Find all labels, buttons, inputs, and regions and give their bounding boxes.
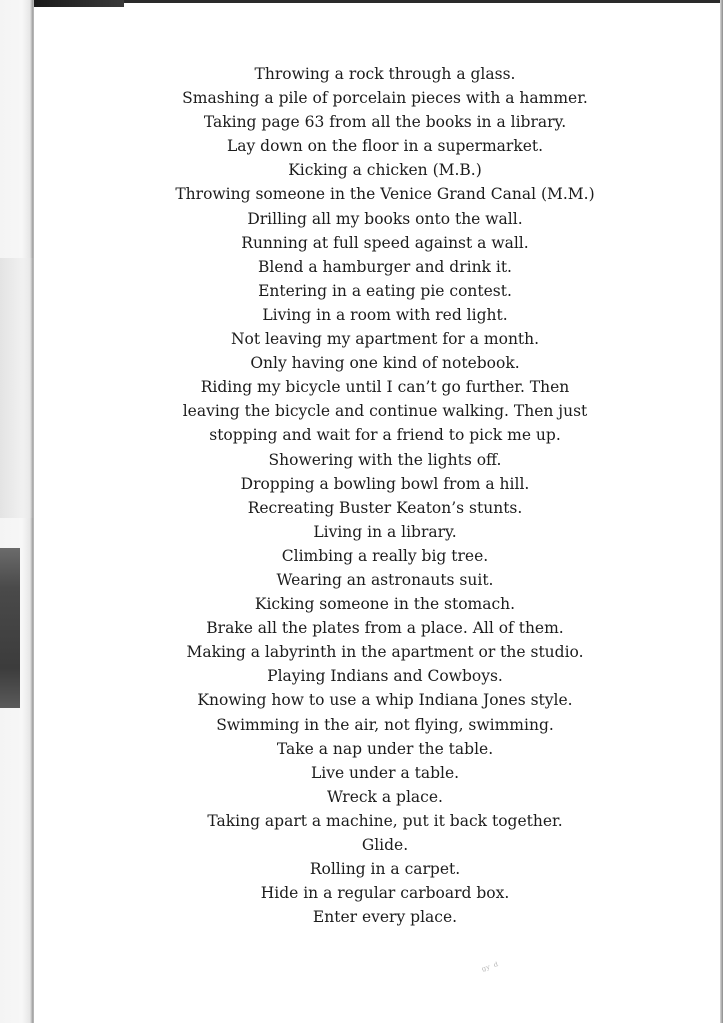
text-line: Only having one kind of notebook. <box>250 354 520 373</box>
text-line: Take a nap under the table. <box>276 739 494 758</box>
text-line: Not leaving my apartment for a month. <box>230 330 540 349</box>
text-line: leaving the bicycle and continue walking. Then just <box>182 402 588 421</box>
page-top-edge <box>34 0 723 3</box>
text-line: Recreating Buster Keaton’s stunts. <box>247 498 523 517</box>
text-line: Wreck a place. <box>327 787 443 806</box>
text-line: Making a labyrinth in the apartment or the studio. <box>186 643 584 662</box>
text-line: Glide. <box>361 836 409 854</box>
text-line: Drilling all my books onto the wall. <box>247 209 523 228</box>
text-line: Running at full speed against a wall. <box>241 233 529 252</box>
text-line: Throwing a rock through a glass. <box>254 65 516 83</box>
text-line: Climbing a really big tree. <box>281 546 489 565</box>
faint-pencil-mark: ᵍʸ ᵈ <box>480 959 501 978</box>
text-line: Lay down on the floor in a supermarket. <box>226 137 544 156</box>
text-line: Hide in a regular carboard box. <box>260 884 510 903</box>
text-line: Kicking someone in the stomach. <box>254 595 516 614</box>
text-line: Throwing someone in the Venice Grand Canal (M.M.) <box>175 185 595 204</box>
text-line: Brake all the plates from a place. All of them. <box>206 619 564 638</box>
text-line: Entering in a eating pie contest. <box>258 281 512 300</box>
gutter-shadow <box>0 258 34 518</box>
page-top-edge-heavy <box>34 0 124 7</box>
text-line: Swimming in the air, not flying, swimming. <box>216 715 554 734</box>
text-line: Playing Indians and Cowboys. <box>267 667 503 686</box>
text-line: Living in a library. <box>313 522 457 541</box>
gutter-dark-patch <box>0 548 20 708</box>
text-line: Living in a room with red light. <box>262 305 508 324</box>
text-line: Blend a hamburger and drink it. <box>258 257 512 276</box>
text-line: Dropping a bowling bowl from a hill. <box>240 474 530 493</box>
text-line: Kicking a chicken (M.B.) <box>288 161 482 180</box>
text-line: Taking apart a machine, put it back together. <box>207 811 563 830</box>
text-line: Live under a table. <box>310 763 460 782</box>
text-line: Knowing how to use a whip Indiana Jones style. <box>197 691 573 710</box>
text-line: Taking page 63 from all the books in a library. <box>203 113 567 132</box>
text-line: Wearing an astronauts suit. <box>276 570 494 589</box>
centered-text-list <box>100 62 670 929</box>
text-line: Enter every place. <box>312 908 458 927</box>
text-line: Riding my bicycle until I can’t go further. Then <box>200 378 570 397</box>
text-line: Rolling in a carpet. <box>309 860 461 879</box>
text-line: Smashing a pile of porcelain pieces with a hammer. <box>182 89 588 108</box>
text-line: Showering with the lights off. <box>268 450 502 469</box>
text-line: stopping and wait for a friend to pick me up. <box>209 426 561 445</box>
